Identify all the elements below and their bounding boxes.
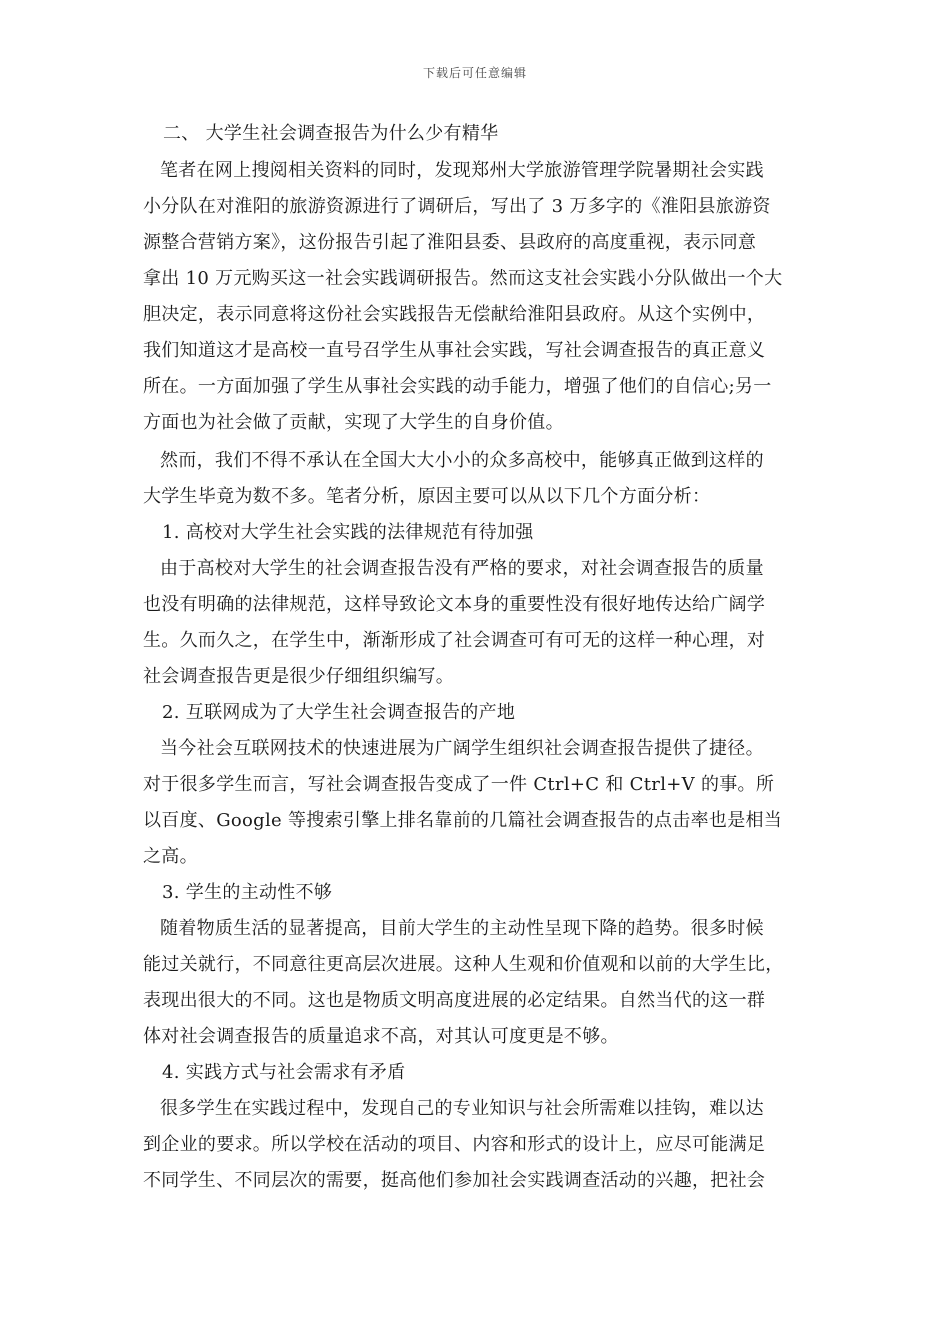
paragraph-line: 社会调查报告更是很少仔细组织编写。 <box>143 666 455 687</box>
paragraph-line: 然而，我们不得不承认在全国大大小小的众多高校中，能够真正做到这样的 <box>160 450 764 471</box>
paragraph-line: 我们知道这才是高校一直号召学生从事社会实践，写社会调查报告的真正意义 <box>143 340 766 361</box>
subheading-2: 2. 互联网成为了大学生社会调查报告的产地 <box>162 702 516 723</box>
subheading-3: 3. 学生的主动性不够 <box>162 882 333 903</box>
paragraph-line: 也没有明确的法律规范，这样导致论文本身的重要性没有很好地传达给广阔学 <box>143 594 766 615</box>
paragraph-line: 源整合营销方案》，这份报告引起了淮阳县委、县政府的高度重视，表示同意 <box>143 232 757 253</box>
paragraph-line: 由于高校对大学生的社会调查报告没有严格的要求，对社会调查报告的质量 <box>160 558 764 579</box>
paragraph-line: 体对社会调查报告的质量追求不高，对其认可度更是不够。 <box>143 1026 619 1047</box>
paragraph-line: 很多学生在实践过程中，发现自己的专业知识与社会所需难以挂钩，难以达 <box>160 1098 764 1119</box>
paragraph-line: 能过关就行，不同意往更高层次进展。这种人生观和价值观和以前的大学生比， <box>143 954 784 975</box>
paragraph-line: 胆决定，表示同意将这份社会实践报告无偿献给淮阳县政府。从这个实例中， <box>143 304 766 325</box>
page-header: 下载后可任意编辑 <box>422 66 527 80</box>
paragraph-line: 所在。一方面加强了学生从事社会实践的动手能力，增强了他们的自信心;另一 <box>143 376 772 397</box>
paragraph-line: 大学生毕竟为数不多。笔者分析，原因主要可以从以下几个方面分析： <box>143 486 711 507</box>
paragraph-line: 随着物质生活的显著提高，目前大学生的主动性呈现下降的趋势。很多时候 <box>160 918 764 939</box>
subheading-4: 4. 实践方式与社会需求有矛盾 <box>162 1062 406 1083</box>
section-heading: 二、 大学生社会调查报告为什么少有精华 <box>163 123 499 144</box>
paragraph-line: 不同学生、不同层次的需要，挺高他们参加社会实践调查活动的兴趣，把社会 <box>143 1170 766 1191</box>
paragraph-line: 到企业的要求。所以学校在活动的项目、内容和形式的设计上，应尽可能满足 <box>143 1134 766 1155</box>
paragraph-line: 之高。 <box>143 846 198 867</box>
paragraph-line: 以百度、Google 等搜索引擎上排名靠前的几篇社会调查报告的点击率也是相当 <box>143 810 783 831</box>
paragraph-line: 对于很多学生而言，写社会调查报告变成了一件 Ctrl+C 和 Ctrl+V 的事。所 <box>143 774 775 795</box>
paragraph-line: 笔者在网上搜阅相关资料的同时，发现郑州大学旅游管理学院暑期社会实践 <box>160 160 764 181</box>
paragraph-line: 表现出很大的不同。这也是物质文明高度进展的必定结果。自然当代的这一群 <box>143 990 766 1011</box>
paragraph-line: 拿出 10 万元购买这一社会实践调研报告。然而这支社会实践小分队做出一个大 <box>143 268 783 289</box>
paragraph-line: 生。久而久之，在学生中，渐渐形成了社会调查可有可无的这样一种心理，对 <box>143 630 766 651</box>
subheading-1: 1. 高校对大学生社会实践的法律规范有待加强 <box>162 522 534 543</box>
paragraph-line: 方面也为社会做了贡献，实现了大学生的自身价值。 <box>143 412 564 433</box>
paragraph-line: 当今社会互联网技术的快速进展为广阔学生组织社会调查报告提供了捷径。 <box>160 738 764 759</box>
paragraph-line: 小分队在对淮阳的旅游资源进行了调研后，写出了 3 万多字的《淮阳县旅游资 <box>143 196 771 217</box>
